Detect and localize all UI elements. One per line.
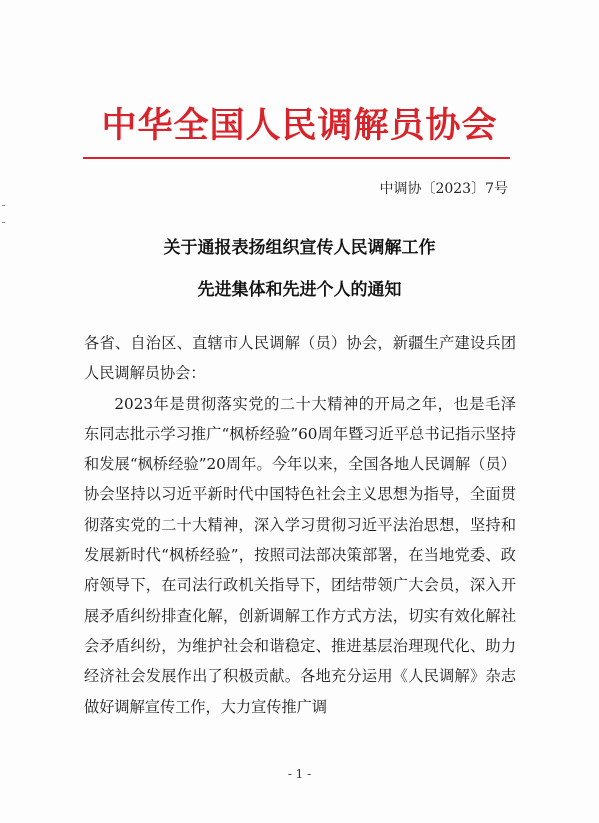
masthead-title: 中华全国人民调解员协会 [101, 105, 498, 146]
notice-title-line-2: 先进集体和先进个人的通知 [197, 280, 402, 300]
notice-title-line-1: 关于通报表扬组织宣传人民调解工作 [163, 238, 436, 258]
salutation: 各省、自治区、直辖市人民调解（员）协会，新疆生产建设兵团人民调解员协会： [84, 334, 516, 383]
red-divider-line [83, 157, 510, 159]
page-number: - 1 - [287, 767, 312, 781]
body-paragraph: 2023年是贯彻落实党的二十大精神的开局之年，也是毛泽东同志批示学习推广“枫桥经验”60周年暨习近平总书记指示坚持和发展“枫桥经验”20周年。今年以来，全国各地人民调解（员）协会坚持以习近平新时代中国特色社会主义思想为指导，全面贯彻落实党的二十大精神，深入学习贯彻习近平法治思想，坚持和发展新时代“枫桥经验”，按照司法部决策部署，在当地党委、政府领导下，在司法行政机关指导下，团结带领广大会员，深入开展矛盾纠纷排查化解，创新调解工作方式方法，切实有效化解社会矛盾纠纷，为维护社会和谐稳定、推进基层治理现代化、助力经济社会发展作出了积极贡献。各地充分运用《人民调解》杂志做好调解宣传工作，大力宣传推广调 [84, 394, 516, 716]
scan-mark [2, 222, 5, 223]
document-number: 中调协〔2023〕7号 [379, 181, 508, 197]
notice-body [84, 328, 516, 722]
scan-mark [2, 205, 5, 206]
